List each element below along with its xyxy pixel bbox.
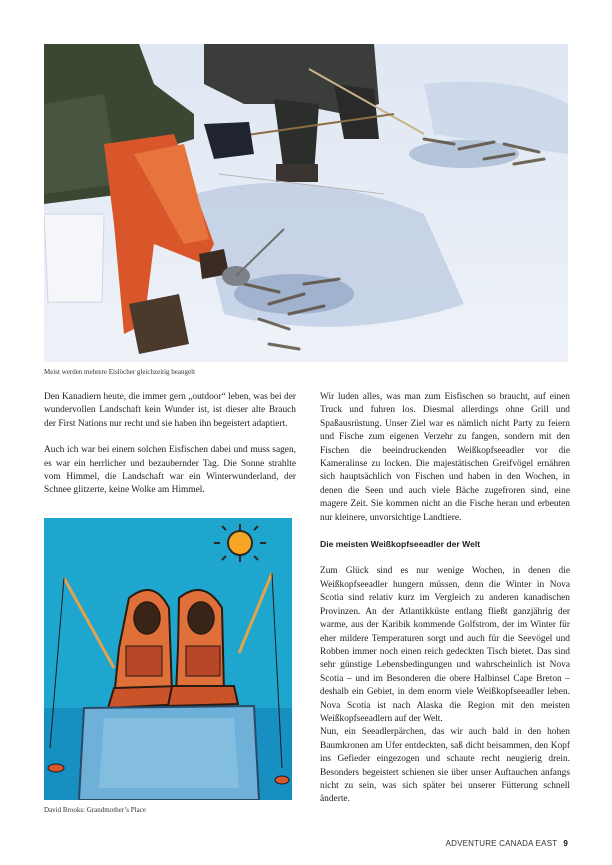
grandmothers-place-painting bbox=[44, 518, 292, 800]
ice-fishing-illustration bbox=[44, 44, 568, 362]
right-text-column bbox=[320, 391, 570, 820]
photo-caption: Meist werden mehrere Eislöcher gleichzeitig beangelt bbox=[44, 368, 196, 376]
section-heading: Die meisten Weißkopfseeadler der Welt bbox=[320, 539, 481, 550]
painting-illustration bbox=[44, 518, 292, 800]
paragraph: Auch ich war bei einem solchen Eisfischen dabei und muss sagen, es war ein herrlicher und bezaubernder Tag. Die Sonne strahlte vom Himmel, die Landschaft war ein Winterwunderland, der Schnee glitzerte, keine Wolke am Himmel. bbox=[44, 445, 296, 496]
magazine-title: ADVENTURE CANADA EAST bbox=[445, 839, 558, 848]
paragraph: Nun, ein Seeadlerpärchen, das wir auch bald in den hohen Baumkronen am Ufer entdeckten, saß dicht beisammen, den Kopf ins Gefieder eingezogen und schaute recht neugierig drein. Besonders begeistert schienen sie über unser Auftauchen anfangs nicht zu sein, was sich später bei unserer Fütterung schnell änderte. bbox=[320, 727, 570, 805]
page-footer bbox=[446, 839, 568, 848]
ice-fishing-photo bbox=[44, 44, 568, 362]
page-number: 9 bbox=[563, 839, 568, 848]
paragraph: Wir luden alles, was man zum Eisfischen so braucht, auf einen Truck und fuhren los. Diesmal allerdings ohne Grill und Spaßausrüstung. Unser Ziel war es nämlich nicht Party zu feiern und Fische zum eigenen Verzehr zu fangen, sondern mit den Fischen die beeindruckenden Weißkopfseeadler vor die Kameralinse zu locken. Die majestätischen Greifvögel ernähren sich hauptsächlich von Fischen und haben in den Wochen, in denen die Seen und auch viele Bäche zugefroren sind, eine magere Zeit. Sie kommen nicht an die Fische heran und erbeuten nur kleinere, unvorsichtige Landtiere. bbox=[320, 392, 570, 523]
paragraph: Zum Glück sind es nur wenige Wochen, in denen die Weißkopfseeadler hungern müssen, denn die Winter in Nova Scotia sind relativ kurz im Vergleich zu anderen kanadischen Provinzen. An der Atlantikküste entlang fließt ganzjährig der warme, aus der Karibik kommende Golfstrom, der im Winter für eher mildere Temperaturen sorgt und auch für die Seevögel und Robben immer noch einen reich gedeckten Tisch bietet. Das sind sehr günstige Lebensbedingungen und wahrscheinlich ist Nova Scotia – und im Besonderen die obere Halbinsel Cape Breton – deshalb ein Gebiet, in dem enorm viele Weißkopfseeadler leben. Nova Scotia ist nach Alaska die Region mit den meisten Weißkopfseeadlern auf der Welt. bbox=[320, 566, 570, 724]
left-text-column bbox=[44, 391, 296, 511]
painting-caption: David Brooks: Grandmother’s Place bbox=[44, 806, 146, 814]
paragraph: Den Kanadiern heute, die immer gern „outdoor“ leben, was bei der wundervollen Landschaft kein Wunder ist, ist dieser alte Brauch der First Nations nur recht und sie haben ihn begeistert adaptiert. bbox=[44, 392, 296, 429]
